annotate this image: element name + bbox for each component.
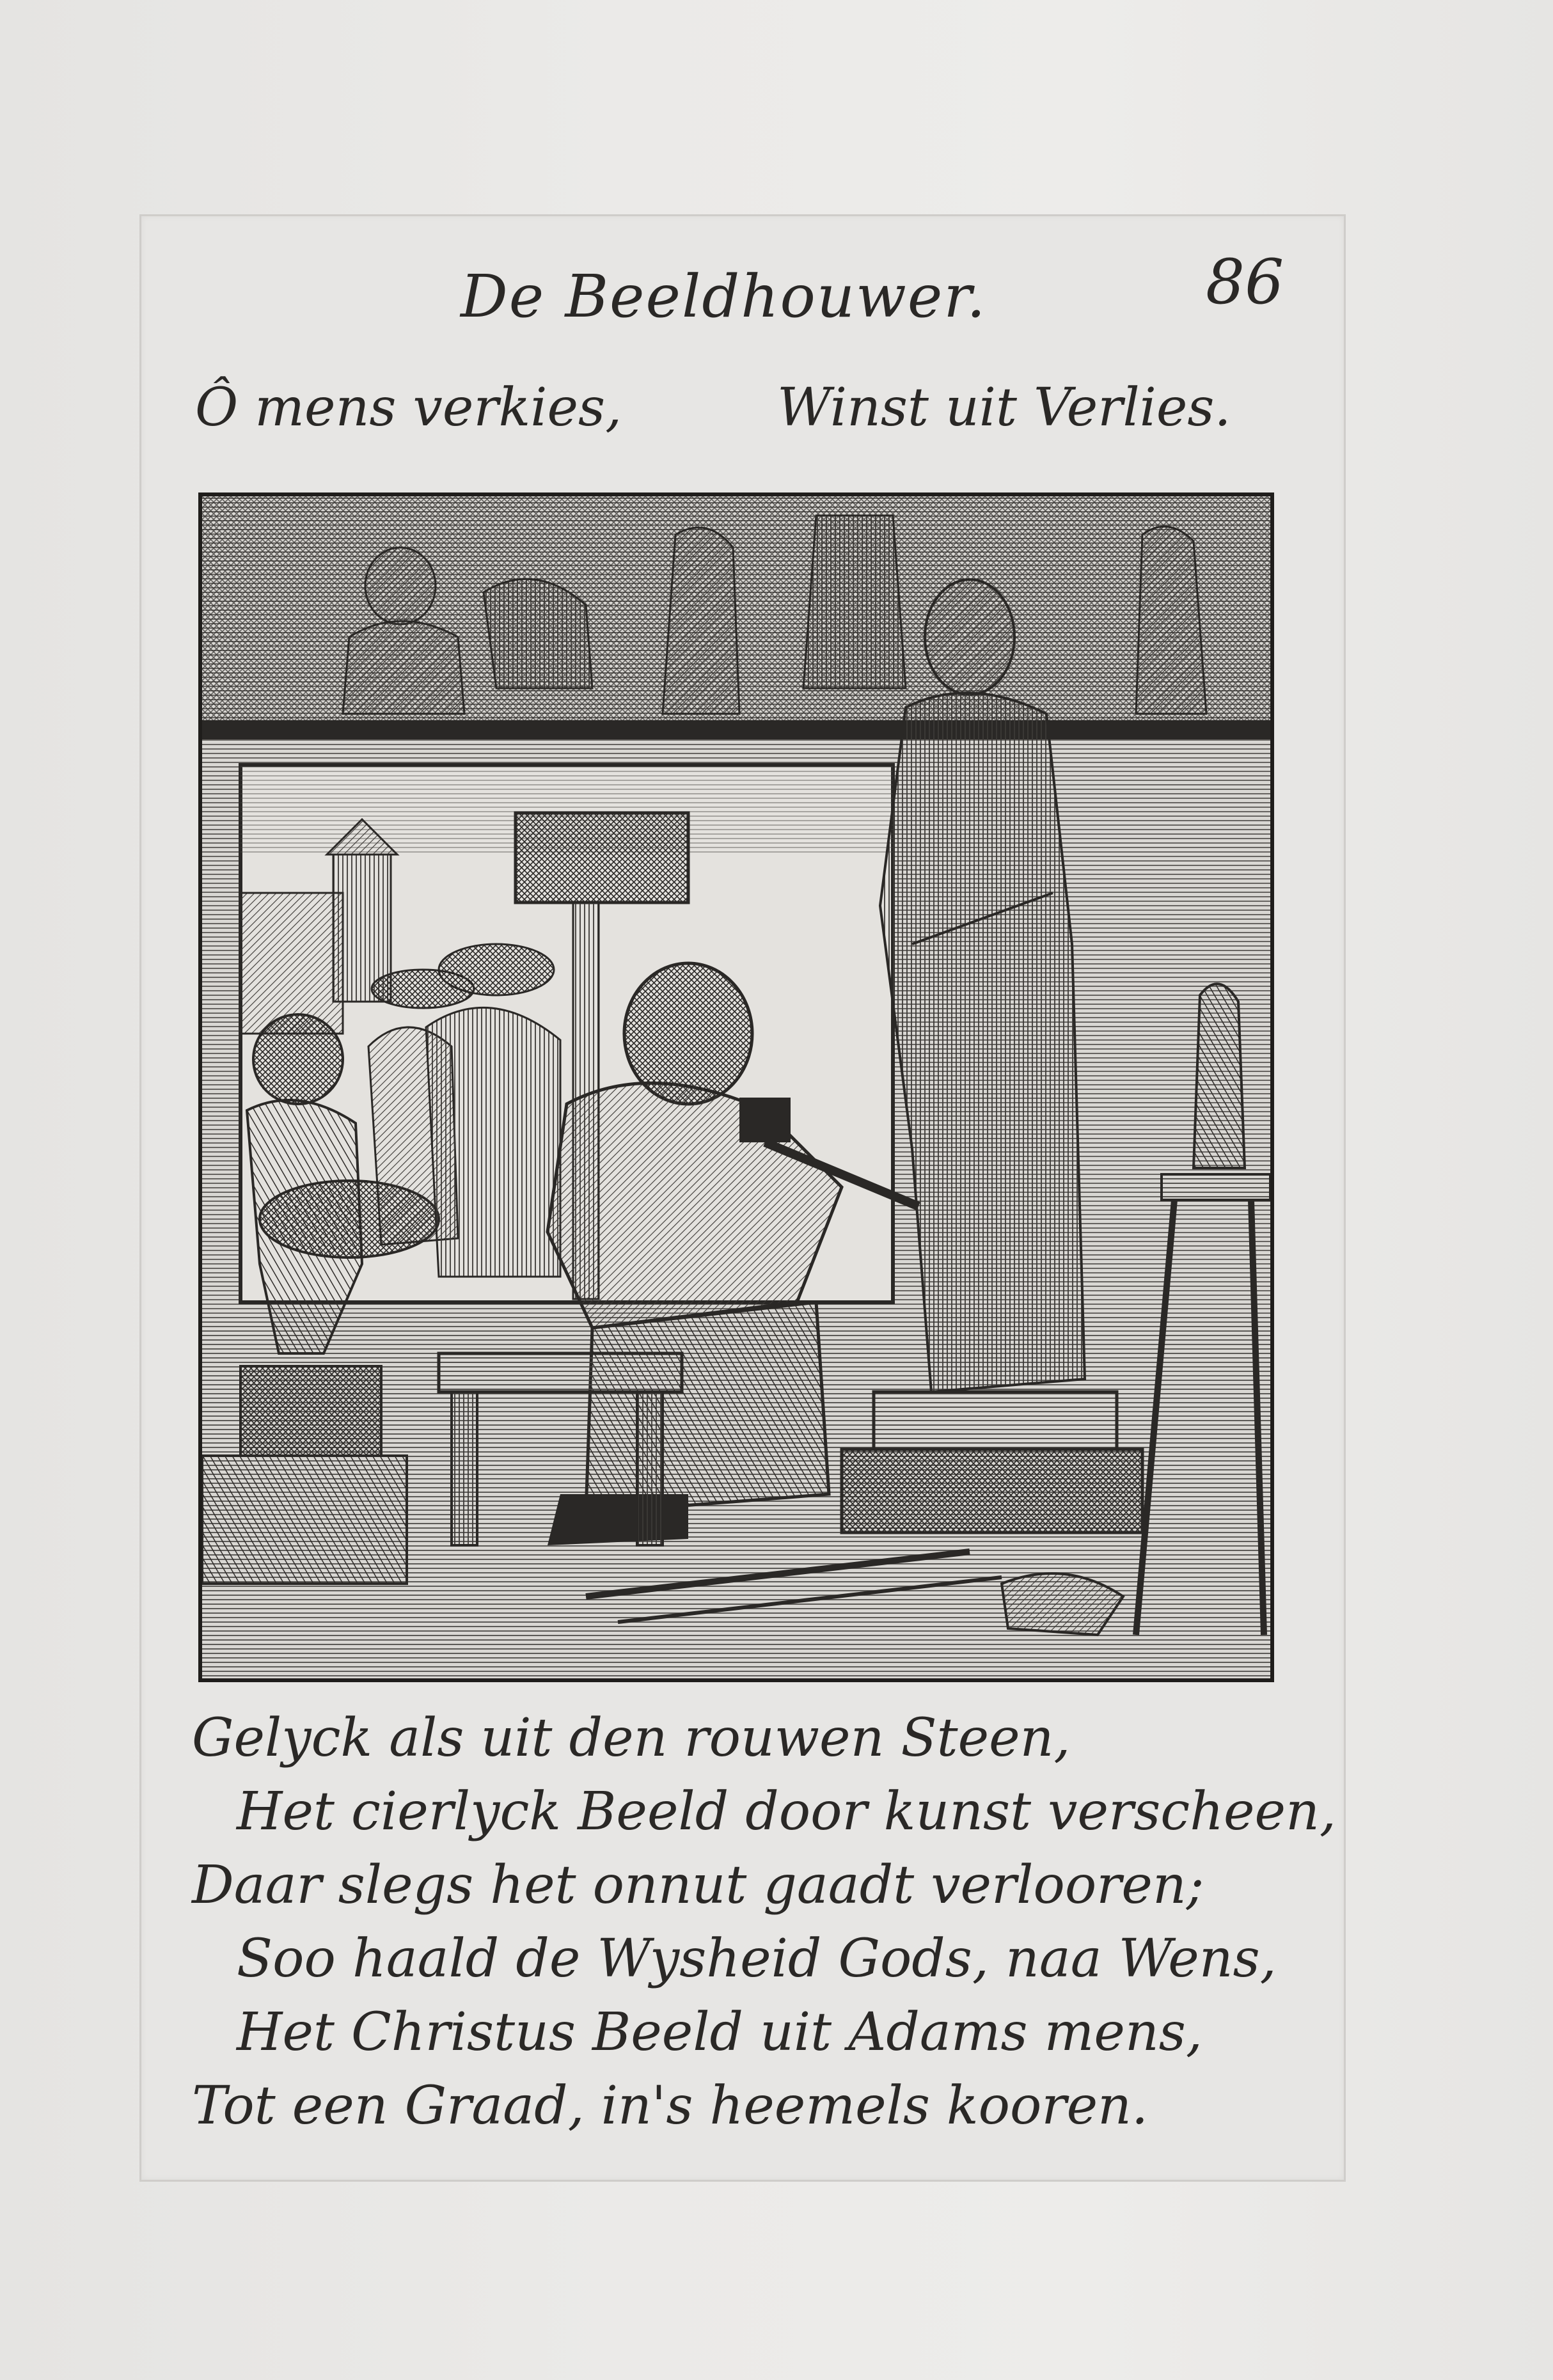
verse-line: Gelyck als uit den rouwen Steen, — [192, 1708, 1071, 1769]
verse-line: Het Christus Beeld uit Adams mens, — [237, 2002, 1202, 2063]
sculptor-workshop-engraving — [202, 496, 1270, 1678]
page-title: De Beeldhouwer. — [461, 262, 987, 331]
verse-line: Soo haald de Wysheid Gods, naa Wens, — [237, 1928, 1277, 1989]
motto-left: Ô mens verkies, — [195, 377, 622, 438]
verse-line: Daar slegs het onnut gaadt verlooren; — [192, 1855, 1204, 1916]
verse — [192, 1701, 1336, 2143]
page-number: 86 — [1206, 246, 1284, 318]
verse-line: Tot een Graad, in's heemels kooren. — [192, 2076, 1149, 2136]
motto-right: Winst uit Verlies. — [777, 377, 1231, 438]
verse-line: Het cierlyck Beeld door kunst verscheen, — [237, 1781, 1336, 1842]
engraving-illustration — [198, 493, 1274, 1682]
